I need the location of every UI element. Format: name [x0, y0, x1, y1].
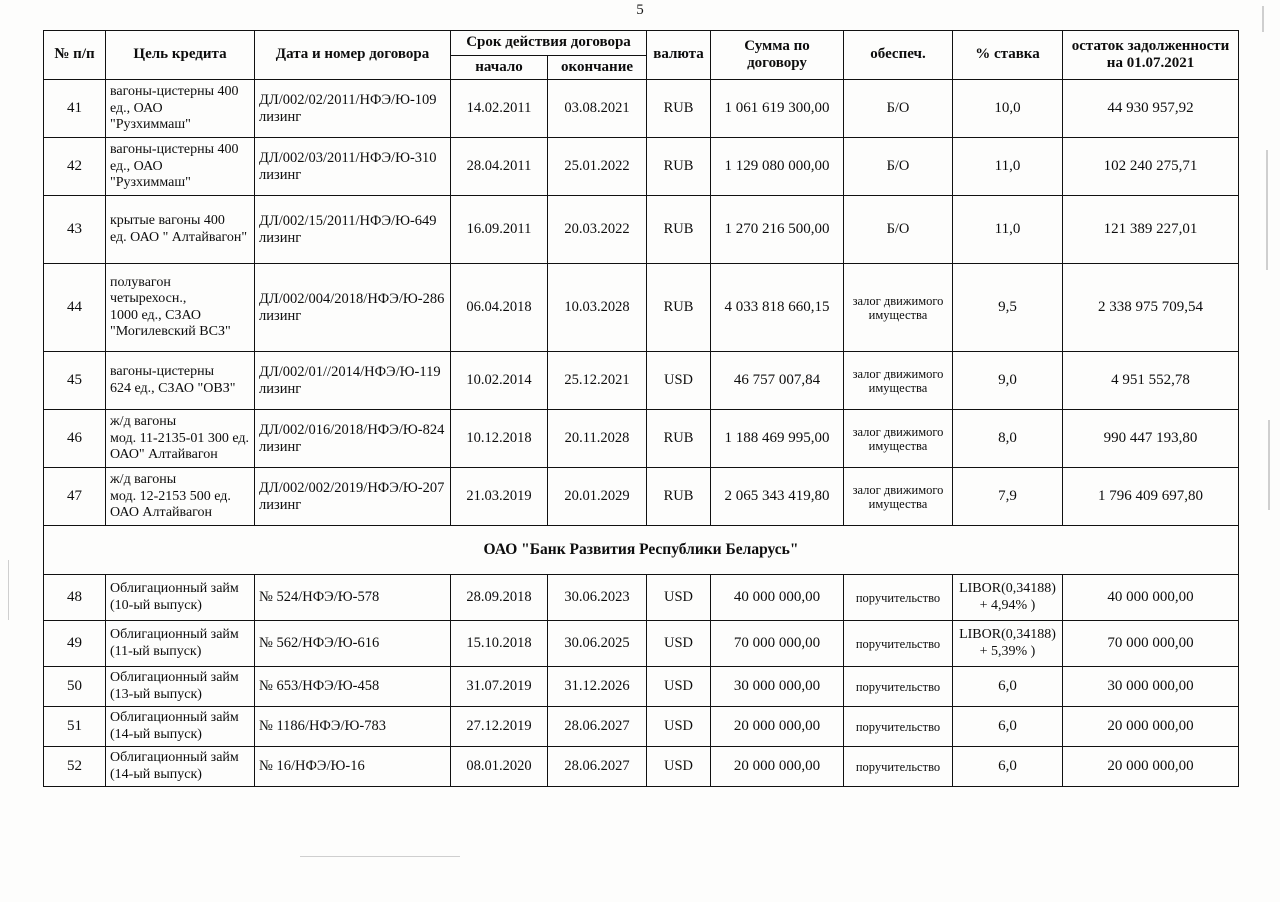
cell-sum: 20 000 000,00 — [711, 747, 844, 787]
cell-security: поручительство — [844, 621, 953, 667]
cell-security: поручительство — [844, 707, 953, 747]
table-row — [44, 410, 1239, 468]
table-header-row — [44, 31, 1239, 56]
cell-contract: ДЛ/002/004/2018/НФЭ/Ю-286 лизинг — [255, 264, 451, 352]
goal-line: вагоны-цистерны 400 — [110, 84, 239, 100]
cell-start-date: 10.12.2018 — [451, 410, 548, 468]
cell-currency: USD — [647, 621, 711, 667]
goal-line: ед. ОАО " Алтайвагон" — [110, 229, 248, 245]
table-row — [44, 352, 1239, 410]
cell-start-date: 21.03.2019 — [451, 468, 548, 526]
cell-end-date: 30.06.2025 — [548, 621, 647, 667]
cell-start-date: 28.04.2011 — [451, 138, 548, 196]
header-cell-goal: Цель кредита — [106, 31, 255, 80]
cell-contract: № 653/НФЭ/Ю-458 — [255, 667, 451, 707]
cell-debt: 20 000 000,00 — [1063, 747, 1239, 787]
cell-currency: RUB — [647, 138, 711, 196]
cell-currency: USD — [647, 352, 711, 410]
cell-end-date: 30.06.2023 — [548, 575, 647, 621]
cell-sum: 20 000 000,00 — [711, 707, 844, 747]
cell-goal — [106, 264, 255, 352]
goal-line: (13-ый выпуск) — [110, 686, 202, 702]
cell-start-date: 08.01.2020 — [451, 747, 548, 787]
cell-rate: LIBOR(0,34188) + 4,94% ) — [953, 575, 1063, 621]
cell-debt: 30 000 000,00 — [1063, 667, 1239, 707]
goal-line: Облигационный займ — [110, 670, 239, 686]
cell-contract: ДЛ/002/016/2018/НФЭ/Ю-824 лизинг — [255, 410, 451, 468]
scan-artifact-bottom — [300, 856, 460, 857]
credit-obligations-table — [43, 30, 1239, 787]
cell-number: 47 — [44, 468, 106, 526]
goal-line: "Могилевский ВСЗ" — [110, 324, 231, 340]
cell-end-date: 10.03.2028 — [548, 264, 647, 352]
cell-number: 43 — [44, 196, 106, 264]
cell-contract: ДЛ/002/03/2011/НФЭ/Ю-310 лизинг — [255, 138, 451, 196]
cell-security: залог движимого имущества — [844, 468, 953, 526]
table-row — [44, 747, 1239, 787]
header-cell-end: окончание — [548, 55, 647, 80]
cell-rate: 7,9 — [953, 468, 1063, 526]
table-row — [44, 264, 1239, 352]
goal-line: Облигационный займ — [110, 581, 239, 597]
cell-start-date: 16.09.2011 — [451, 196, 548, 264]
header-cell-contract: Дата и номер договора — [255, 31, 451, 80]
cell-goal — [106, 138, 255, 196]
cell-contract: № 524/НФЭ/Ю-578 — [255, 575, 451, 621]
goal-line: Облигационный займ — [110, 750, 239, 766]
cell-start-date: 31.07.2019 — [451, 667, 548, 707]
cell-sum: 4 033 818 660,15 — [711, 264, 844, 352]
cell-number: 50 — [44, 667, 106, 707]
scan-artifact-right-low — [1268, 420, 1270, 510]
cell-goal — [106, 667, 255, 707]
cell-number: 44 — [44, 264, 106, 352]
cell-end-date: 25.01.2022 — [548, 138, 647, 196]
cell-goal — [106, 80, 255, 138]
goal-line: ОАО" Алтайвагон — [110, 447, 218, 463]
goal-line: "Рузхиммаш" — [110, 175, 191, 191]
goal-line: ж/д вагоны — [110, 472, 177, 488]
cell-rate: 8,0 — [953, 410, 1063, 468]
table-row — [44, 575, 1239, 621]
cell-security: Б/О — [844, 196, 953, 264]
cell-debt: 70 000 000,00 — [1063, 621, 1239, 667]
header-cell-number: № п/п — [44, 31, 106, 80]
cell-currency: RUB — [647, 410, 711, 468]
header-cell-currency: валюта — [647, 31, 711, 80]
table-row — [44, 196, 1239, 264]
cell-number: 46 — [44, 410, 106, 468]
cell-end-date: 25.12.2021 — [548, 352, 647, 410]
cell-debt: 1 796 409 697,80 — [1063, 468, 1239, 526]
goal-line: ед., ОАО — [110, 158, 163, 174]
cell-end-date: 20.11.2028 — [548, 410, 647, 468]
cell-start-date: 28.09.2018 — [451, 575, 548, 621]
header-cell-debt: остаток задолженности на 01.07.2021 — [1063, 31, 1239, 80]
header-cell-sum: Сумма по договору — [711, 31, 844, 80]
cell-debt: 4 951 552,78 — [1063, 352, 1239, 410]
cell-security: поручительство — [844, 575, 953, 621]
cell-contract: ДЛ/002/002/2019/НФЭ/Ю-207 лизинг — [255, 468, 451, 526]
cell-debt: 121 389 227,01 — [1063, 196, 1239, 264]
goal-line: (11-ый выпуск) — [110, 643, 202, 659]
cell-debt: 102 240 275,71 — [1063, 138, 1239, 196]
table-row — [44, 621, 1239, 667]
cell-debt: 44 930 957,92 — [1063, 80, 1239, 138]
table-row — [44, 667, 1239, 707]
goal-line: вагоны-цистерны 400 — [110, 142, 239, 158]
cell-contract: ДЛ/002/01//2014/НФЭ/Ю-119 лизинг — [255, 352, 451, 410]
cell-currency: RUB — [647, 264, 711, 352]
cell-number: 49 — [44, 621, 106, 667]
cell-currency: RUB — [647, 196, 711, 264]
cell-debt: 40 000 000,00 — [1063, 575, 1239, 621]
cell-sum: 40 000 000,00 — [711, 575, 844, 621]
cell-sum: 1 270 216 500,00 — [711, 196, 844, 264]
cell-sum: 1 061 619 300,00 — [711, 80, 844, 138]
table-row — [44, 138, 1239, 196]
cell-currency: USD — [647, 667, 711, 707]
header-cell-rate: % ставка — [953, 31, 1063, 80]
cell-currency: RUB — [647, 468, 711, 526]
goal-line: ОАО Алтайвагон — [110, 505, 213, 521]
credit-table-container — [43, 30, 1238, 787]
cell-sum: 70 000 000,00 — [711, 621, 844, 667]
cell-end-date: 20.01.2029 — [548, 468, 647, 526]
cell-start-date: 27.12.2019 — [451, 707, 548, 747]
cell-security: залог движимого имущества — [844, 352, 953, 410]
header-cell-term: Срок действия договора — [451, 31, 647, 56]
cell-debt: 20 000 000,00 — [1063, 707, 1239, 747]
header-cell-security: обеспеч. — [844, 31, 953, 80]
table-row — [44, 80, 1239, 138]
cell-currency: USD — [647, 575, 711, 621]
cell-number: 52 — [44, 747, 106, 787]
cell-end-date: 31.12.2026 — [548, 667, 647, 707]
cell-number: 51 — [44, 707, 106, 747]
goal-line: "Рузхиммаш" — [110, 117, 191, 133]
cell-contract: № 562/НФЭ/Ю-616 — [255, 621, 451, 667]
cell-rate: 6,0 — [953, 747, 1063, 787]
scan-artifact-right-mid — [1266, 150, 1268, 270]
cell-rate: 9,0 — [953, 352, 1063, 410]
cell-goal — [106, 410, 255, 468]
cell-rate: 10,0 — [953, 80, 1063, 138]
goal-line: (14-ый выпуск) — [110, 766, 202, 782]
goal-line: (14-ый выпуск) — [110, 726, 202, 742]
goal-line: полувагон четырехосн., — [110, 274, 187, 307]
cell-start-date: 15.10.2018 — [451, 621, 548, 667]
cell-number: 42 — [44, 138, 106, 196]
cell-rate: 11,0 — [953, 196, 1063, 264]
cell-contract: № 1186/НФЭ/Ю-783 — [255, 707, 451, 747]
cell-currency: USD — [647, 707, 711, 747]
goal-line: крытые вагоны 400 — [110, 213, 225, 229]
table-body — [44, 80, 1239, 787]
goal-line: вагоны-цистерны — [110, 364, 215, 380]
cell-contract: ДЛ/002/02/2011/НФЭ/Ю-109 лизинг — [255, 80, 451, 138]
cell-start-date: 10.02.2014 — [451, 352, 548, 410]
goal-line: мод. 12-2153 500 ед. — [110, 488, 231, 504]
cell-debt: 2 338 975 709,54 — [1063, 264, 1239, 352]
goal-line: мод. 11-2135-01 300 ед. — [110, 430, 250, 446]
cell-security: поручительство — [844, 667, 953, 707]
cell-goal — [106, 747, 255, 787]
table-section-row — [44, 526, 1239, 575]
cell-rate: 11,0 — [953, 138, 1063, 196]
cell-number: 41 — [44, 80, 106, 138]
section-title: ОАО "Банк Развития Республики Беларусь" — [44, 526, 1239, 575]
header-cell-start: начало — [451, 55, 548, 80]
cell-debt: 990 447 193,80 — [1063, 410, 1239, 468]
cell-contract: № 16/НФЭ/Ю-16 — [255, 747, 451, 787]
goal-line: (10-ый выпуск) — [110, 597, 202, 613]
scan-artifact-right-top — [1262, 6, 1264, 32]
cell-end-date: 28.06.2027 — [548, 707, 647, 747]
page-number: 5 — [636, 2, 644, 18]
goal-line: ед., ОАО — [110, 100, 163, 116]
cell-start-date: 14.02.2011 — [451, 80, 548, 138]
cell-rate: 6,0 — [953, 667, 1063, 707]
goal-line: 624 ед., СЗАО "ОВЗ" — [110, 380, 236, 396]
cell-sum: 1 129 080 000,00 — [711, 138, 844, 196]
cell-security: Б/О — [844, 138, 953, 196]
goal-line: 1000 ед., СЗАО — [110, 307, 202, 323]
cell-security: залог движимого имущества — [844, 264, 953, 352]
cell-goal — [106, 707, 255, 747]
cell-rate: 6,0 — [953, 707, 1063, 747]
cell-security: Б/О — [844, 80, 953, 138]
cell-end-date: 28.06.2027 — [548, 747, 647, 787]
cell-end-date: 03.08.2021 — [548, 80, 647, 138]
cell-sum: 30 000 000,00 — [711, 667, 844, 707]
cell-contract: ДЛ/002/15/2011/НФЭ/Ю-649 лизинг — [255, 196, 451, 264]
cell-end-date: 20.03.2022 — [548, 196, 647, 264]
scan-artifact-left — [8, 560, 9, 620]
cell-rate: LIBOR(0,34188) + 5,39% ) — [953, 621, 1063, 667]
cell-goal — [106, 468, 255, 526]
cell-currency: RUB — [647, 80, 711, 138]
cell-start-date: 06.04.2018 — [451, 264, 548, 352]
cell-security: залог движимого имущества — [844, 410, 953, 468]
cell-goal — [106, 196, 255, 264]
goal-line: Облигационный займ — [110, 627, 239, 643]
cell-currency: USD — [647, 747, 711, 787]
cell-security: поручительство — [844, 747, 953, 787]
cell-number: 45 — [44, 352, 106, 410]
cell-goal — [106, 621, 255, 667]
goal-line: Облигационный займ — [110, 710, 239, 726]
cell-sum: 1 188 469 995,00 — [711, 410, 844, 468]
table-row — [44, 468, 1239, 526]
table-row — [44, 707, 1239, 747]
goal-line: ж/д вагоны — [110, 414, 177, 430]
cell-goal — [106, 575, 255, 621]
cell-goal — [106, 352, 255, 410]
cell-sum: 46 757 007,84 — [711, 352, 844, 410]
cell-number: 48 — [44, 575, 106, 621]
cell-rate: 9,5 — [953, 264, 1063, 352]
cell-sum: 2 065 343 419,80 — [711, 468, 844, 526]
